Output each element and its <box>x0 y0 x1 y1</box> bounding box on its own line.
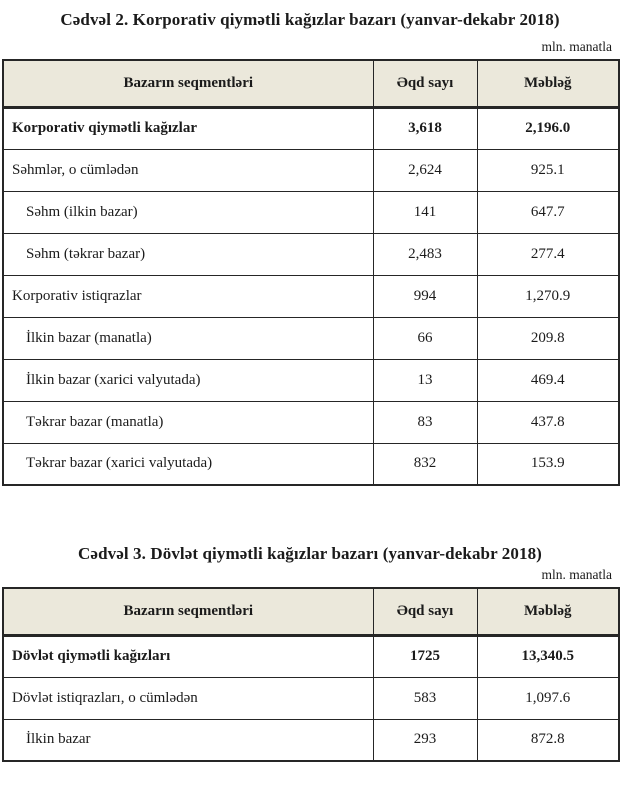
table-row <box>3 107 619 149</box>
table-row <box>3 443 619 485</box>
table2-caption: Cədvəl 2. Korporativ qiymətli kağızlar bazarı (yanvar-dekabr 2018) <box>60 10 560 29</box>
segment-cell: İlkin bazar (xarici valyutada) <box>3 359 373 401</box>
amount-cell: 209.8 <box>477 317 619 359</box>
government-securities-table <box>2 587 620 762</box>
amount-cell: 1,097.6 <box>477 677 619 719</box>
deal-count-cell: 13 <box>373 359 477 401</box>
deal-count-cell: 2,483 <box>373 233 477 275</box>
table3-caption: Cədvəl 3. Dövlət qiymətli kağızlar bazarı (yanvar-dekabr 2018) <box>78 544 542 563</box>
table-row <box>3 677 619 719</box>
column-header-amount: Məbləğ <box>477 60 619 107</box>
amount-cell: 437.8 <box>477 401 619 443</box>
amount-cell: 153.9 <box>477 443 619 485</box>
deal-count-cell: 832 <box>373 443 477 485</box>
segment-cell: Korporativ istiqrazlar <box>3 275 373 317</box>
column-header-segments: Bazarın seqmentləri <box>3 60 373 107</box>
column-header-segments: Bazarın seqmentləri <box>3 588 373 635</box>
deal-count-cell: 2,624 <box>373 149 477 191</box>
segment-cell: İlkin bazar (manatla) <box>3 317 373 359</box>
unit-label: mln. manatla <box>541 39 612 54</box>
segment-cell: Səhm (ilkin bazar) <box>3 191 373 233</box>
amount-cell: 277.4 <box>477 233 619 275</box>
segment-cell: Səhmlər, o cümlədən <box>3 149 373 191</box>
table-row <box>3 401 619 443</box>
deal-count-cell: 141 <box>373 191 477 233</box>
amount-cell: 647.7 <box>477 191 619 233</box>
amount-cell: 1,270.9 <box>477 275 619 317</box>
amount-cell: 469.4 <box>477 359 619 401</box>
table-row <box>3 275 619 317</box>
amount-cell: 2,196.0 <box>477 107 619 149</box>
segment-cell: Dövlət istiqrazları, o cümlədən <box>3 677 373 719</box>
segment-cell: Səhm (təkrar bazar) <box>3 233 373 275</box>
table-header <box>3 588 619 635</box>
deal-count-cell: 66 <box>373 317 477 359</box>
header-row <box>3 588 619 635</box>
table-row <box>3 317 619 359</box>
amount-cell: 925.1 <box>477 149 619 191</box>
deal-count-cell: 293 <box>373 719 477 761</box>
segment-cell: Dövlət qiymətli kağızları <box>3 635 373 677</box>
table-row <box>3 233 619 275</box>
column-header-deal-count: Əqd sayı <box>373 588 477 635</box>
table-row <box>3 191 619 233</box>
corporate-securities-table <box>2 59 620 486</box>
column-header-deal-count: Əqd sayı <box>373 60 477 107</box>
table-row <box>3 719 619 761</box>
deal-count-cell: 583 <box>373 677 477 719</box>
segment-cell: Korporativ qiymətli kağızlar <box>3 107 373 149</box>
table-row <box>3 149 619 191</box>
deal-count-cell: 3,618 <box>373 107 477 149</box>
deal-count-cell: 1725 <box>373 635 477 677</box>
table-body <box>3 635 619 761</box>
segment-cell: Təkrar bazar (manatla) <box>3 401 373 443</box>
header-row <box>3 60 619 107</box>
segment-cell: Təkrar bazar (xarici valyutada) <box>3 443 373 485</box>
table-body <box>3 107 619 485</box>
deal-count-cell: 994 <box>373 275 477 317</box>
amount-cell: 13,340.5 <box>477 635 619 677</box>
segment-cell: İlkin bazar <box>3 719 373 761</box>
table-row <box>3 359 619 401</box>
deal-count-cell: 83 <box>373 401 477 443</box>
column-header-amount: Məbləğ <box>477 588 619 635</box>
unit-label: mln. manatla <box>541 567 612 582</box>
table-row <box>3 635 619 677</box>
amount-cell: 872.8 <box>477 719 619 761</box>
table-header <box>3 60 619 107</box>
